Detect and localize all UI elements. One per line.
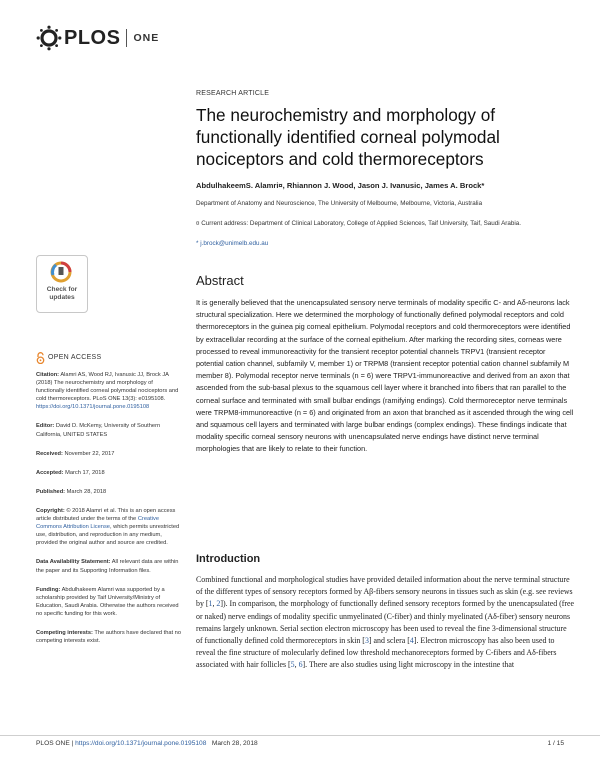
footer-doi-link[interactable]: https://doi.org/10.1371/journal.pone.0195108 bbox=[75, 740, 207, 747]
funding-text: Abdulhakeem Alamri was supported by a scholarship provided by Taif University/Ministry of Education, Saudi Arabia. Otherwise the authors received no specific funding for this work. bbox=[36, 586, 179, 617]
license-link[interactable]: Creative Commons Attribution License bbox=[36, 516, 159, 531]
published-block bbox=[36, 488, 181, 496]
abstract-heading: Abstract bbox=[196, 273, 244, 288]
footer-journal: PLOS ONE bbox=[36, 740, 70, 747]
copyright-text: © 2018 Alamri et al. This is an open access article distributed under the terms of the bbox=[36, 507, 176, 523]
editor-text: David D. McKemy, University of Southern California, UNITED STATES bbox=[36, 423, 161, 438]
accepted-label: Accepted: bbox=[36, 469, 64, 476]
copyright-block bbox=[36, 507, 181, 547]
intro-part-1: Combined functional and morphological studies have provided detailed information about the nerve terminal structure of the different types of sensory receptors formed by Aβ-fibers sensory neurons in tissues such as skin (e.g. see reviews by [ bbox=[196, 575, 573, 609]
plos-logo-icon bbox=[36, 25, 62, 51]
received-date: November 22, 2017 bbox=[64, 450, 115, 457]
reference-link-1[interactable]: 1 bbox=[208, 599, 213, 609]
footer-date: March 28, 2018 bbox=[211, 740, 258, 747]
abstract-text: It is generally believed that the unencapsulated sensory nerve terminals of modality specific C- and Aδ-neurons lack structural specialization. Here we determined the morphology of functionally defined polymodal receptors and cold thermoreceptors in the guinea pig corneal epithelium. Polymodal receptors and cold thermoreceptors were identified by extracellular recording at the surface of the corneal epithelium. After marking the recording sites, corneas were processed to reveal immunoreactivity for the transient receptor potential channels TRPV1 (transient receptor potential cation channel, subfamily V, member 1) or TRPM8 (transient receptor potential cation channel subfamily M member 8). Polymodal receptor nerve terminals (n = 6) were TRPV1-immunoreactive and derived from an axon that ascended from the sub-basal plexus to the squamous cell layer where it branched into fibers that ran parallel to the corneal surface and terminated with small bulbar endings (ramifying endings). Cold thermoreceptor nerve terminals were TRPM8-immunoreactive (n = 6) and originated from an axon that branched as it ascended through the wing cell and squamous cell layers and terminated with large bulbar endings (complex endings). These findings indicate that modality specific corneal sensory neurons with unencapsulated nerve endings have distinct nerve terminal morphologies that are likely to relate to their function. bbox=[196, 298, 574, 454]
author-list: AbdulhakeemS. Alamri¤, Rhiannon J. Wood, Jason J. Ivanusic, James A. Brock* bbox=[196, 181, 485, 190]
reference-link-3[interactable]: 3 bbox=[364, 636, 369, 646]
affiliation: Department of Anatomy and Neuroscience, The University of Melbourne, Melbourne, Victoria, Australia bbox=[196, 200, 483, 207]
intro-sep-1: , bbox=[212, 599, 217, 609]
open-access-lock-icon bbox=[36, 352, 45, 364]
competing-interests-label: Competing interests: bbox=[36, 629, 93, 636]
current-address: ¤ Current address: Department of Clinical Laboratory, College of Applied Sciences, Taif University, Taif, Saudi Arabia. bbox=[196, 220, 522, 227]
copyright-label: Copyright: bbox=[36, 507, 65, 514]
page-number: 1 / 15 bbox=[547, 740, 564, 747]
badge-line-1: Check for bbox=[46, 286, 78, 293]
data-availability-label: Data Availability Statement: bbox=[36, 559, 111, 566]
published-label: Published: bbox=[36, 488, 66, 495]
citation-label: Citation: bbox=[36, 372, 60, 378]
published-date: March 28, 2018 bbox=[66, 488, 107, 495]
reference-link-4[interactable]: 4 bbox=[409, 636, 414, 646]
intro-part-3: ] and sclera [ bbox=[368, 636, 410, 646]
editor-label: Editor: bbox=[36, 423, 55, 430]
introduction-text bbox=[196, 574, 574, 672]
received-block bbox=[36, 450, 181, 458]
citation-text: Alamri AS, Wood RJ, Ivanusic JJ, Brock JA (2018) The neurochemistry and morphology of functionally identified corneal polymodal nociceptors and cold thermoreceptors. PLoS ONE 13(3): e0195108. bbox=[36, 372, 179, 403]
open-access-label bbox=[36, 352, 181, 364]
intro-sep-2: , bbox=[294, 660, 299, 670]
logo-divider bbox=[126, 29, 127, 47]
data-availability-block bbox=[36, 558, 181, 574]
brand-name: PLOS bbox=[64, 26, 121, 49]
editor-block bbox=[36, 422, 181, 438]
intro-part-5: ]. There are also studies using light microscopy in the intestine that bbox=[302, 660, 515, 670]
funding-label: Funding: bbox=[36, 586, 61, 593]
received-label: Received: bbox=[36, 450, 63, 457]
citation-block bbox=[36, 371, 181, 411]
introduction-heading: Introduction bbox=[196, 553, 261, 565]
plos-one-logo[interactable] bbox=[36, 24, 159, 52]
check-for-updates-icon bbox=[50, 261, 72, 283]
competing-interests-block bbox=[36, 629, 181, 645]
journal-name: ONE bbox=[133, 32, 160, 44]
corresponding-email-link[interactable]: * j.brock@unimelb.edu.au bbox=[196, 240, 269, 247]
footer-citation bbox=[36, 740, 258, 747]
article-type: RESEARCH ARTICLE bbox=[196, 90, 270, 97]
reference-link-5[interactable]: 5 bbox=[290, 660, 295, 670]
footer-separator: | bbox=[69, 740, 76, 747]
footer-divider bbox=[0, 735, 600, 736]
intro-part-2: ]). In comparison, the morphology of functionally defined sensory receptors formed by the unencapsulated (free or naked) nerve endings of modality specific unmyelinated (C-fiber) and thinly myelinated (Aδ-fiber) sensory neurons remains largely unknown. Serial section electron microscopy has been used to reveal the fine 3-dimensional structure of functionally defined cold thermoreceptors in skin [ bbox=[196, 599, 575, 646]
funding-block bbox=[36, 586, 181, 618]
reference-link-2[interactable]: 2 bbox=[216, 599, 221, 609]
open-access-text: OPEN ACCESS bbox=[48, 353, 102, 361]
citation-doi-link[interactable]: https://doi.org/10.1371/journal.pone.0195108 bbox=[36, 404, 150, 411]
badge-line-2: updates bbox=[49, 294, 75, 301]
article-info-sidebar bbox=[36, 352, 181, 656]
intro-part-4: ]. Electron microscopy has also been used to reveal the fine structure of molecularly defined low threshold mechanoreceptors formed by C-fibers and Aδ-fibers associated with hair follicles [ bbox=[196, 636, 557, 670]
copyright-text-end: , which permits unrestricted use, distribution, and reproduction in any medium, provided the original author and source are credited. bbox=[36, 524, 180, 547]
reference-link-6[interactable]: 6 bbox=[298, 660, 303, 670]
check-for-updates-badge[interactable] bbox=[36, 255, 88, 313]
accepted-date: March 17, 2018 bbox=[65, 469, 105, 476]
data-availability-text: All relevant data are within the paper and its Supporting Information files. bbox=[36, 559, 179, 574]
competing-interests-text: The authors have declared that no competing interests exist. bbox=[36, 629, 182, 645]
article-title: The neurochemistry and morphology of functionally identified corneal polymodal nociceptors and cold thermoreceptors bbox=[196, 105, 500, 169]
accepted-block bbox=[36, 469, 181, 477]
